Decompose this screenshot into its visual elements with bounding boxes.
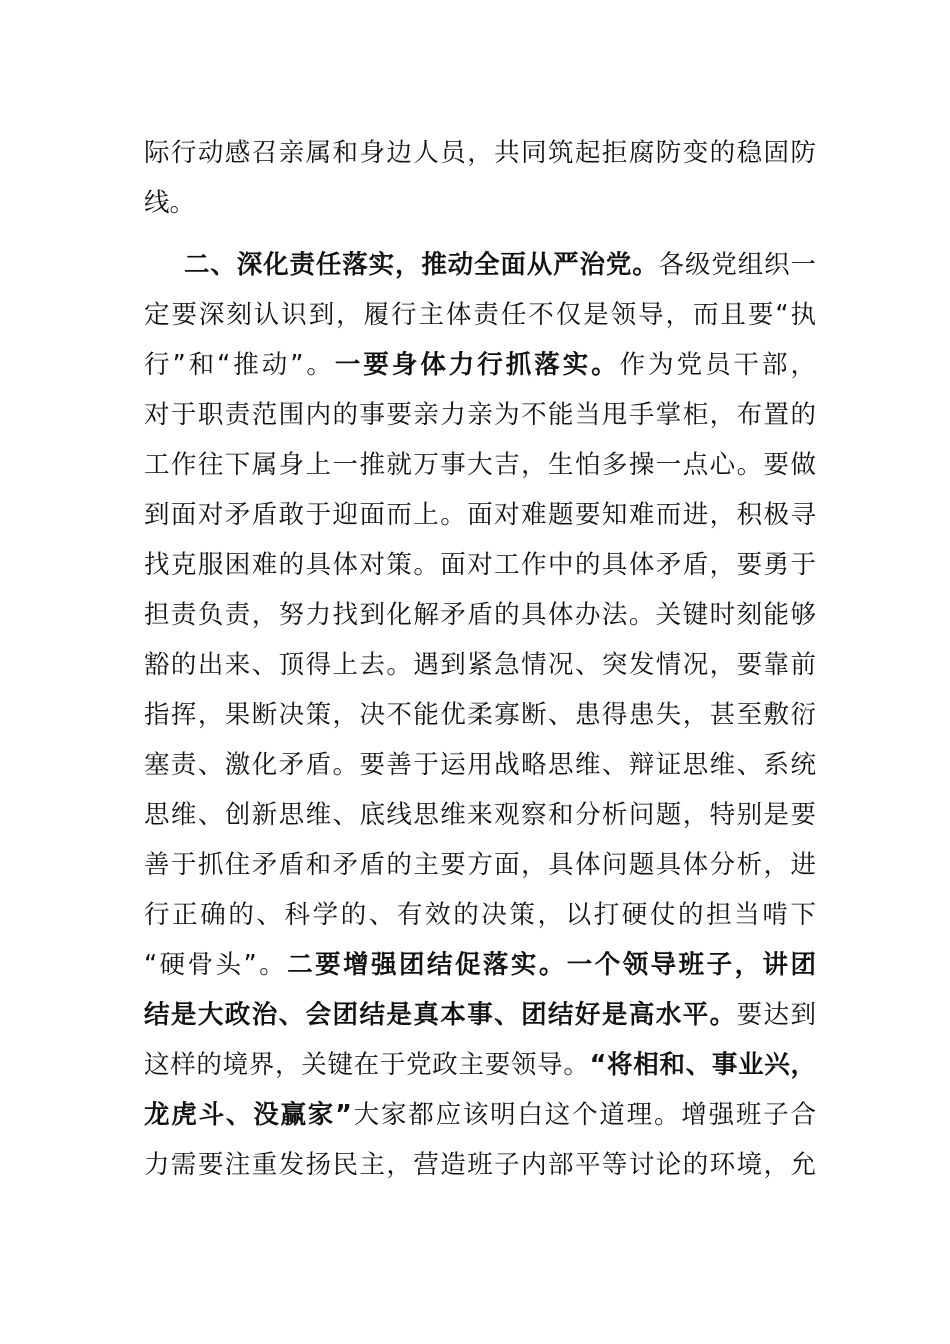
text-run: 行”和“推动”。 — [144, 350, 335, 380]
text-line: 担责负责，努力找到化解矛盾的具体办法。关键时刻能够 — [144, 600, 816, 630]
text-line — [144, 340, 816, 390]
text-line: 力需要注重发扬民主，营造班子内部平等讨论的环境，允 — [144, 1150, 816, 1180]
text-line: 定要深刻认识到，履行主体责任不仅是领导，而且要“执 — [144, 300, 816, 330]
text-line: 指挥，果断决策，决不能优柔寡断、患得患失，甚至敷衍 — [144, 700, 816, 730]
paragraph-section-two — [144, 240, 816, 1190]
text-line: 线。 — [144, 188, 196, 218]
paragraph-continuation — [144, 128, 816, 228]
text-line: 找克服困难的具体对策。面对工作中的具体矛盾，要勇于 — [144, 550, 816, 580]
section-heading: 二、深化责任落实，推动全面从严治党。 — [184, 250, 659, 280]
bold-quote: 龙虎斗、没赢家” — [144, 1100, 352, 1130]
text-line — [144, 990, 816, 1040]
text-run: 作为党员干部， — [619, 350, 816, 380]
text-line: 际行动感召亲属和身边人员，共同筑起拒腐防变的稳固防 — [144, 138, 816, 168]
bold-quote: “将相和、事业兴， — [589, 1050, 816, 1080]
text-line — [144, 1040, 816, 1090]
text-line: 对于职责范围内的事要亲力亲为不能当甩手掌柜，布置的 — [144, 400, 816, 430]
text-line: 工作往下属身上一推就万事大吉，生怕多操一点心。要做 — [144, 450, 816, 480]
text-run: 这样的境界，关键在于党政主要领导。 — [144, 1050, 590, 1080]
text-line — [144, 240, 816, 290]
bold-phrase: 结是大政治、会团结是真本事、团结好是高水平。 — [144, 1000, 737, 1030]
text-line — [144, 940, 816, 990]
text-run: 要达到 — [736, 1000, 816, 1030]
text-line: 豁的出来、顶得上去。遇到紧急情况、突发情况，要靠前 — [144, 650, 816, 680]
text-line: 塞责、激化矛盾。要善于运用战略思维、辩证思维、系统 — [144, 750, 816, 780]
subpoint-heading: 二要增强团结促落实。一个领导班子，讲团 — [287, 950, 816, 980]
text-line — [144, 1090, 816, 1140]
text-line: 行正确的、科学的、有效的决策，以打硬仗的担当啃下 — [144, 900, 816, 930]
subpoint-heading: 一要身体力行抓落实。 — [334, 350, 620, 380]
text-run: 大家都应该明白这个道理。增强班子合 — [351, 1100, 816, 1130]
text-line: 思维、创新思维、底线思维来观察和分析问题，特别是要 — [144, 800, 816, 830]
text-line: 善于抓住矛盾和矛盾的主要方面，具体问题具体分析，进 — [144, 850, 816, 880]
text-line: 到面对矛盾敢于迎面而上。面对难题要知难而进，积极寻 — [144, 500, 816, 530]
text-run: 各级党组织一 — [658, 250, 816, 280]
text-run: “硬骨头”。 — [144, 950, 288, 980]
